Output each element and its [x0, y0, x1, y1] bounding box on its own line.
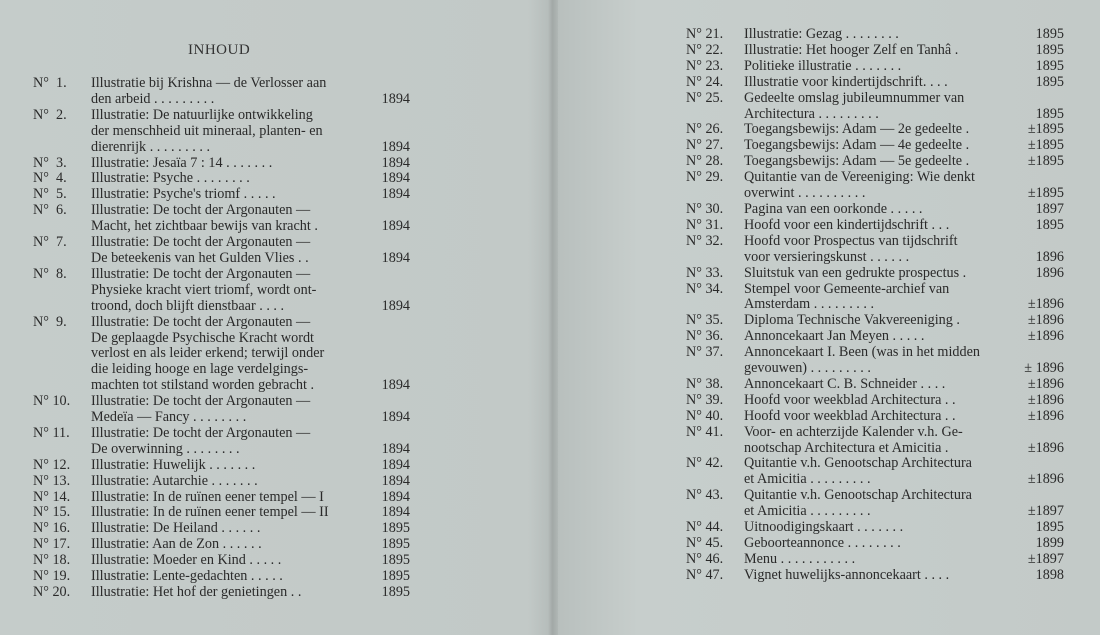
entry-number: N° 40. [686, 407, 724, 424]
entry-title: Pagina van een oorkonde . . . . . [744, 200, 923, 217]
entry-title: Illustratie: In de ruïnen eener tempel — II [91, 504, 329, 521]
contents-entry [0, 537, 420, 553]
entry-number: N° 36. [686, 328, 724, 345]
contents-entry [558, 536, 1078, 552]
entry-title: Illustratie: Psyche's triomf . . . . . [91, 186, 276, 203]
entry-title: Illustratie: Jesaïa 7 : 14 . . . . . . . [91, 154, 273, 171]
entry-number: N° 21. [686, 26, 724, 42]
entry-number: N° 10. [33, 393, 71, 410]
entry-year: ± 1896 [1024, 360, 1064, 377]
entry-title: Illustratie bij Krishna — de Verlosser aan den arbeid . . . . . . . . . [91, 75, 327, 107]
entry-title: Illustratie: De tocht der Argonauten — Physieke kracht viert triomf, wordt ont- troond, doch blijft dienstbaar . . . . [91, 265, 317, 314]
entry-year: 1894 [381, 456, 410, 473]
entry-number: N° 45. [686, 535, 724, 551]
entry-year: 1895 [1035, 73, 1064, 90]
entry-title: Illustratie: De tocht der Argonauten — Macht, het zichtbaar bewijs van kracht . [91, 202, 318, 235]
contents-entry [0, 315, 420, 395]
entry-title: Quitantie van de Vereeniging: Wie denkt overwint . . . . . . . . . . [744, 169, 975, 202]
entry-title: Illustratie: Het hof der genietingen . . [91, 584, 302, 600]
entry-title: Gedeelte omslag jubileumnummer van Architectura . . . . . . . . . [744, 89, 965, 122]
right-contents-list [558, 27, 1078, 584]
entry-year: 1894 [381, 138, 410, 155]
entry-title: Annoncekaart C. B. Schneider . . . . [744, 375, 946, 392]
entry-number: N° 43. [686, 487, 724, 504]
entry-number: N° 22. [686, 41, 724, 58]
contents-entry [558, 345, 1078, 377]
entry-number: N° 30. [686, 200, 724, 217]
contents-entry [558, 329, 1078, 345]
entry-number: N° 2. [33, 106, 67, 123]
entry-year: 1895 [1035, 519, 1064, 536]
entry-number: N° 29. [686, 169, 724, 186]
entry-year: 1894 [381, 440, 410, 457]
contents-entry [0, 553, 420, 569]
contents-entry [558, 218, 1078, 234]
entry-year: 1895 [1035, 57, 1064, 74]
contents-entry [0, 505, 420, 521]
contents-entry [558, 59, 1078, 75]
entry-number: N° 42. [686, 455, 724, 472]
entry-title: Toegangsbewijs: Adam — 2e gedeelte . [744, 121, 970, 138]
contents-entry [0, 569, 420, 585]
entry-number: N° 27. [686, 137, 724, 154]
contents-entry [558, 91, 1078, 123]
entry-title: Illustratie: De tocht der Argonauten — De beteekenis van het Gulden Vlies . . [91, 234, 311, 266]
entry-number: N° 8. [33, 265, 67, 282]
entry-number: N° 32. [686, 232, 724, 249]
entry-number: N° 5. [33, 186, 67, 203]
entry-year: ±1897 [1027, 503, 1064, 520]
contents-entry [0, 585, 420, 601]
entry-year: 1894 [381, 186, 410, 203]
entry-title: Menu . . . . . . . . . . . [744, 550, 856, 567]
contents-entry [558, 75, 1078, 91]
entry-title: Illustratie: Autarchie . . . . . . . [91, 472, 258, 489]
entry-number: N° 25. [686, 89, 724, 106]
entry-year: 1895 [1035, 41, 1064, 58]
entry-number: N° 47. [686, 566, 724, 583]
contents-entry [558, 456, 1078, 488]
entry-title: Illustratie: De tocht der Argonauten — De overwinning . . . . . . . . [91, 424, 311, 457]
contents-entry [0, 108, 420, 156]
entry-number: N° 12. [33, 456, 71, 473]
entry-year: 1894 [381, 377, 410, 394]
contents-entry [558, 43, 1078, 59]
entry-title: Illustratie: Lente-gedachten . . . . . [91, 568, 283, 585]
entry-title: Illustratie voor kindertijdschrift. . . . [744, 73, 948, 90]
contents-entry [558, 488, 1078, 520]
entry-title: Illustratie: De tocht der Argonauten — Medeïa — Fancy . . . . . . . . [91, 393, 311, 426]
entry-title: Hoofd voor weekblad Architectura . . [744, 407, 956, 424]
entry-year: 1898 [1035, 566, 1064, 583]
entry-year: 1894 [381, 218, 410, 235]
entry-title: Quitantie v.h. Genootschap Architectura et Amicitia . . . . . . . . . [744, 455, 972, 488]
entry-number: N° 7. [33, 234, 67, 251]
entry-number: N° 13. [33, 472, 71, 489]
entry-year: 1899 [1035, 535, 1064, 551]
entry-year: 1895 [1035, 26, 1064, 42]
contents-entry [558, 377, 1078, 393]
contents-entry [558, 282, 1078, 314]
entry-year: ±1896 [1027, 328, 1064, 345]
contents-entry [0, 156, 420, 172]
entry-title: Toegangsbewijs: Adam — 5e gedeelte . [744, 153, 970, 170]
entry-title: Hoofd voor weekblad Architectura . . [744, 391, 956, 408]
entry-number: N° 44. [686, 519, 724, 536]
entry-title: Hoofd voor een kindertijdschrift . . . [744, 216, 950, 233]
entry-number: N° 37. [686, 344, 724, 361]
entry-year: 1894 [381, 249, 410, 266]
entry-title: Illustratie: Gezag . . . . . . . . [744, 26, 899, 42]
contents-entry [0, 474, 420, 490]
entry-year: 1896 [1035, 264, 1064, 281]
entry-title: Diploma Technische Vakvereeniging . [744, 312, 960, 329]
entry-year: 1895 [381, 584, 410, 600]
entry-year: 1895 [381, 568, 410, 585]
entry-number: N° 18. [33, 552, 71, 569]
entry-year: 1894 [381, 504, 410, 521]
contents-entry [0, 426, 420, 458]
entry-title: Annoncekaart Jan Meyen . . . . . [744, 328, 925, 345]
entry-title: Illustratie: Huwelijk . . . . . . . [91, 456, 256, 473]
entry-year: 1894 [381, 409, 410, 426]
contents-entry [558, 568, 1078, 584]
entry-year: ±1896 [1027, 391, 1064, 408]
entry-number: N° 33. [686, 264, 724, 281]
entry-number: N° 46. [686, 550, 724, 567]
entry-year: 1895 [1035, 105, 1064, 122]
entry-year: 1894 [381, 472, 410, 489]
contents-entry [0, 76, 420, 108]
entry-number: N° 20. [33, 584, 71, 600]
entry-title: Illustratie: De natuurlijke ontwikkeling der menschheid uit mineraal, planten- en dierenrijk . . . . . . . . . [91, 106, 323, 155]
entry-title: Sluitstuk van een gedrukte prospectus . [744, 264, 967, 281]
contents-entry [558, 154, 1078, 170]
entry-number: N° 9. [33, 313, 67, 330]
entry-number: N° 15. [33, 504, 71, 521]
entry-number: N° 1. [33, 75, 67, 91]
entry-title: Annoncekaart I. Been (was in het midden gevouwen) . . . . . . . . . [744, 344, 980, 377]
entry-year: 1896 [1035, 248, 1064, 265]
contents-entry [0, 521, 420, 537]
contents-entry [0, 203, 420, 235]
page-gutter [548, 0, 558, 635]
contents-entry [558, 520, 1078, 536]
entry-title: Hoofd voor Prospectus van tijdschrift voor versieringskunst . . . . . . [744, 232, 958, 265]
contents-entry [558, 234, 1078, 266]
entry-number: N° 28. [686, 153, 724, 170]
entry-number: N° 41. [686, 423, 724, 440]
entry-number: N° 11. [33, 424, 70, 441]
entry-title: Illustratie: In de ruïnen eener tempel — I [91, 488, 324, 505]
contents-entry [558, 138, 1078, 154]
contents-entry [0, 394, 420, 426]
contents-entry [558, 202, 1078, 218]
entry-year: 1895 [1035, 216, 1064, 233]
entry-year: ±1896 [1027, 312, 1064, 329]
entry-number: N° 3. [33, 154, 67, 171]
entry-year: ±1895 [1027, 121, 1064, 138]
entry-title: Illustratie: De tocht der Argonauten — De geplaagde Psychische Kracht wordt verlost en als leider erkend; terwijl onder die leiding hooge en lage verdelgings- machten tot stilstand worden gebracht . [91, 313, 325, 394]
entry-title: Illustratie: Het hooger Zelf en Tanhâ . [744, 41, 959, 58]
entry-year: 1895 [381, 536, 410, 553]
entry-number: N° 14. [33, 488, 71, 505]
entry-year: ±1896 [1027, 407, 1064, 424]
entry-year: 1894 [381, 488, 410, 505]
entry-number: N° 6. [33, 202, 67, 219]
entry-number: N° 31. [686, 216, 724, 233]
entry-title: Illustratie: Aan de Zon . . . . . . [91, 536, 262, 553]
contents-entry [558, 425, 1078, 457]
entry-title: Geboorteannonce . . . . . . . . [744, 535, 901, 551]
left-contents-list [0, 76, 420, 601]
entry-title: Illustratie: De Heiland . . . . . . [91, 520, 261, 537]
entry-year: 1894 [381, 154, 410, 171]
entry-title: Illustratie: Psyche . . . . . . . . [91, 170, 250, 187]
contents-entry [0, 458, 420, 474]
contents-entry [0, 171, 420, 187]
entry-title: Toegangsbewijs: Adam — 4e gedeelte . [744, 137, 970, 154]
contents-entry [558, 409, 1078, 425]
entry-number: N° 24. [686, 73, 724, 90]
contents-entry [0, 267, 420, 315]
entry-title: Uitnoodigingskaart . . . . . . . [744, 519, 904, 536]
entry-year: ±1896 [1027, 471, 1064, 488]
contents-entry [558, 27, 1078, 43]
entry-year: 1895 [381, 552, 410, 569]
entry-year: ±1896 [1027, 439, 1064, 456]
entry-title: Voor- en achterzijde Kalender v.h. Ge- nootschap Architectura et Amicitia . [744, 423, 963, 456]
entry-year: 1895 [381, 520, 410, 537]
entry-number: N° 26. [686, 121, 724, 138]
entry-title: Vignet huwelijks-annoncekaart . . . . [744, 566, 950, 583]
entry-number: N° 35. [686, 312, 724, 329]
contents-entry [558, 170, 1078, 202]
entry-year: 1894 [381, 90, 410, 107]
contents-entry [558, 266, 1078, 282]
contents-entry [558, 393, 1078, 409]
entry-number: N° 19. [33, 568, 71, 585]
entry-title: Quitantie v.h. Genootschap Architectura et Amicitia . . . . . . . . . [744, 487, 972, 520]
entry-year: 1894 [381, 297, 410, 314]
contents-entry [0, 235, 420, 267]
entry-number: N° 17. [33, 536, 71, 553]
entry-year: ±1895 [1027, 153, 1064, 170]
contents-entry [558, 313, 1078, 329]
entry-title: Politieke illustratie . . . . . . . [744, 57, 902, 74]
entry-year: 1897 [1035, 200, 1064, 217]
entry-number: N° 16. [33, 520, 71, 537]
entry-title: Stempel voor Gemeente-archief van Amsterdam . . . . . . . . . [744, 280, 950, 313]
contents-heading: INHOUD [188, 42, 251, 58]
entry-number: N° 23. [686, 57, 724, 74]
entry-number: N° 38. [686, 375, 724, 392]
entry-year: ±1895 [1027, 137, 1064, 154]
entry-year: ±1896 [1027, 296, 1064, 313]
entry-year: ±1897 [1027, 550, 1064, 567]
contents-entry [0, 187, 420, 203]
entry-year: ±1896 [1027, 375, 1064, 392]
contents-entry [558, 122, 1078, 138]
entry-number: N° 34. [686, 280, 724, 297]
entry-year: 1894 [381, 170, 410, 187]
entry-number: N° 4. [33, 170, 67, 187]
entry-number: N° 39. [686, 391, 724, 408]
contents-entry [0, 490, 420, 506]
entry-title: Illustratie: Moeder en Kind . . . . . [91, 552, 282, 569]
contents-entry [558, 552, 1078, 568]
entry-year: ±1895 [1027, 185, 1064, 202]
